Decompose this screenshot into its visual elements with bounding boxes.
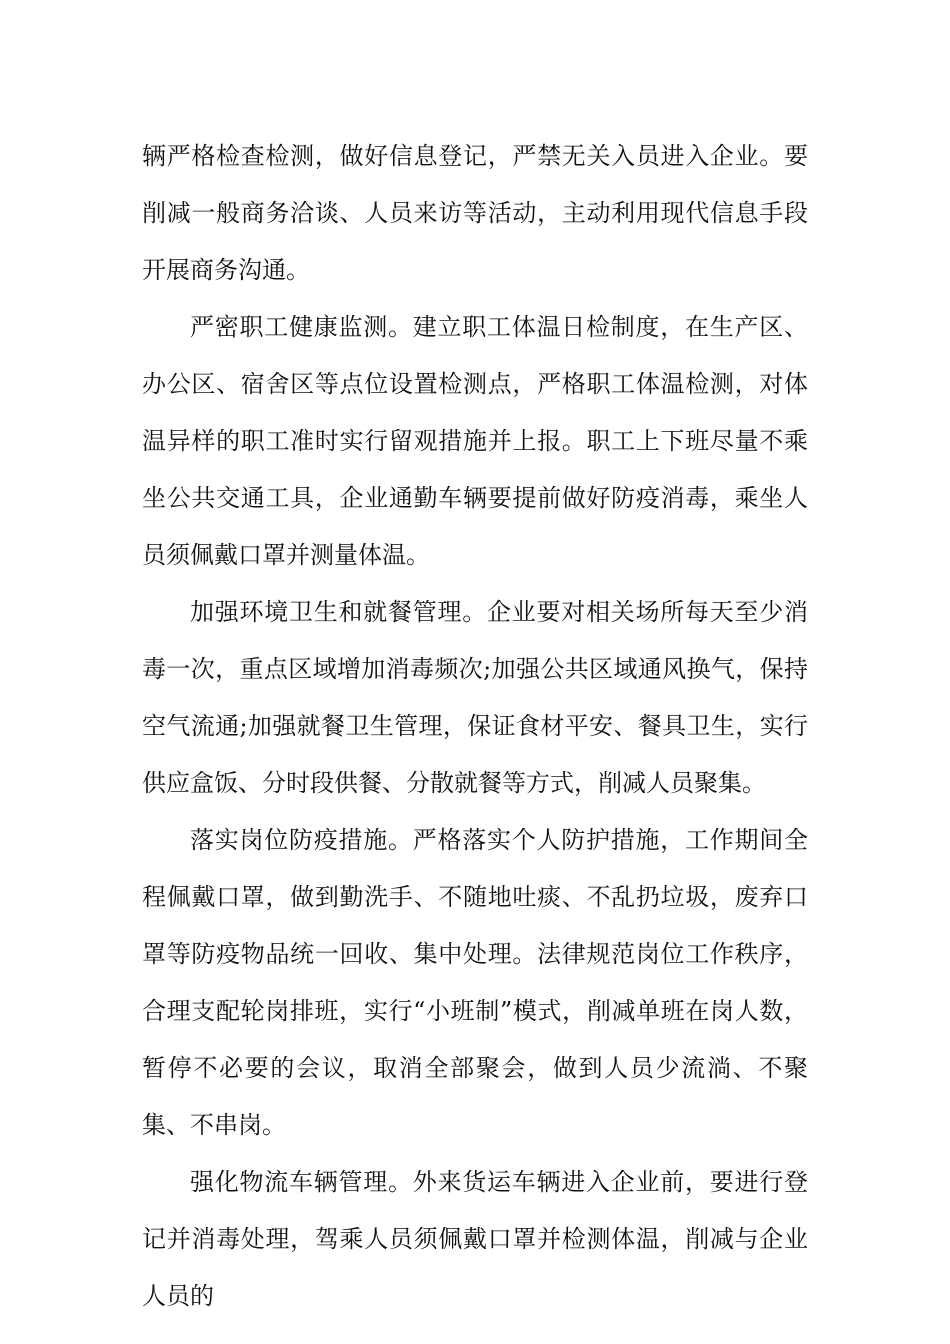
paragraph-5: 强化物流车辆管理。外来货运车辆进入企业前，要进行登记并消毒处理，驾乘人员须佩戴口罩并检测体温，削减与企业人员的 [142, 1168, 808, 1310]
paragraph-3: 加强环境卫生和就餐管理。企业要对相关场所每天至少消毒一次，重点区域增加消毒频次;加强公共区域通风换气，保持空气流通;加强就餐卫生管理，保证食材平安、餐具卫生，实行供应盒饭、分时段供餐、分散就餐等方式，削减人员聚集。 [142, 598, 808, 797]
paragraph-4: 落实岗位防疫措施。严格落实个人防护措施，工作期间全程佩戴口罩，做到勤洗手、不随地吐痰、不乱扔垃圾，废弃口罩等防疫物品统一回收、集中处理。法律规范岗位工作秩序，合理支配轮岗排班，实行“小班制”模式，削减单班在岗人数，暂停不必要的会议，取消全部聚会，做到人员少流淌、不聚集、不串岗。 [142, 826, 808, 1139]
document-body [142, 128, 808, 1325]
paragraph-1: 辆严格检查检测，做好信息登记，严禁无关入员进入企业。要削减一般商务洽谈、人员来访等活动，主动利用现代信息手段开展商务沟通。 [142, 142, 808, 284]
paragraph-2: 严密职工健康监测。建立职工体温日检制度，在生产区、办公区、宿舍区等点位设置检测点，严格职工体温检测，对体温异样的职工准时实行留观措施并上报。职工上下班尽量不乘坐公共交通工具，企业通勤车辆要提前做好防疫消毒，乘坐人员须佩戴口罩并测量体温。 [142, 313, 808, 569]
